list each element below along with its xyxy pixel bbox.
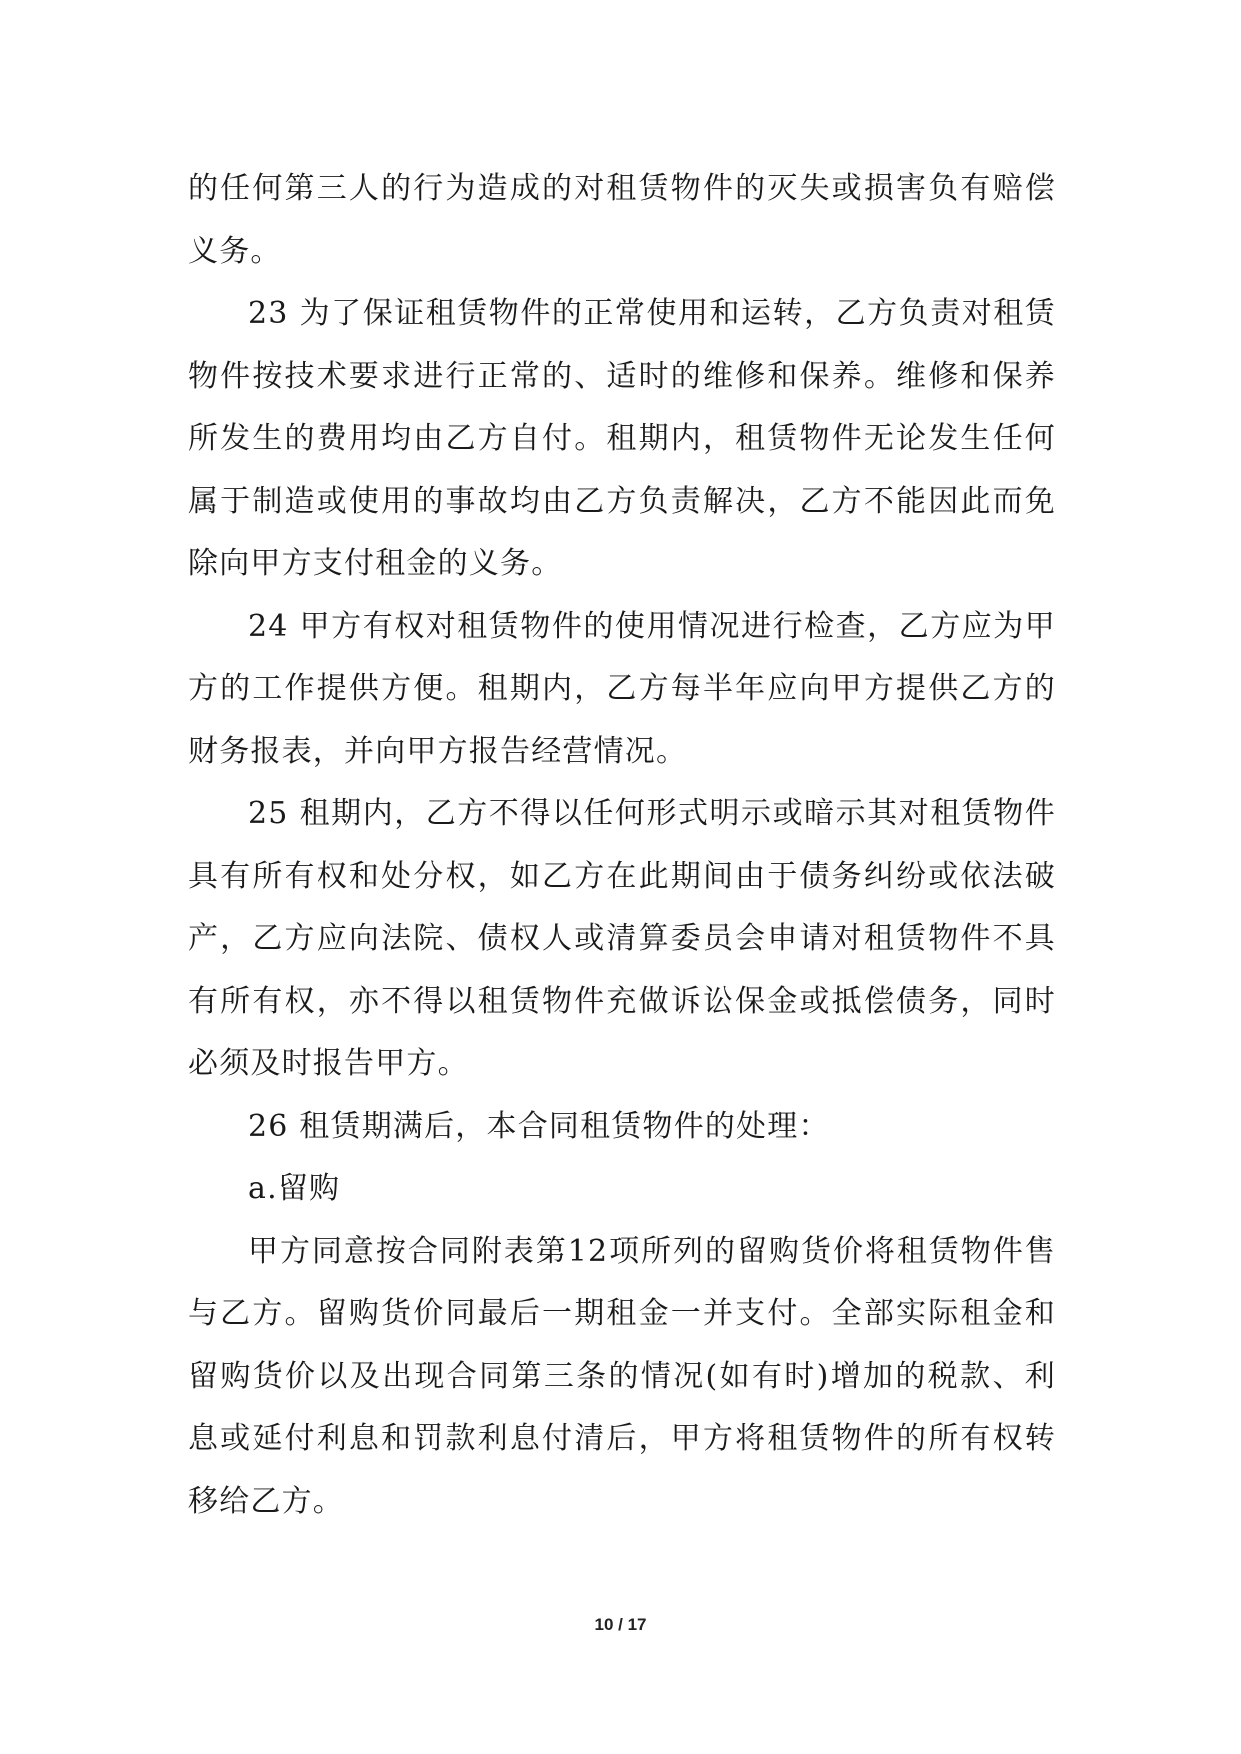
paragraph-continuation: 的任何第三人的行为造成的对租赁物件的灭失或损害负有赔偿义务。	[188, 171, 1056, 269]
paragraph-clause-24: 24 甲方有权对租赁物件的使用情况进行检查，乙方应为甲方的工作提供方便。租期内，乙方每半年应向甲方提供乙方的财务报表，并向甲方报告经营情况。	[188, 608, 1056, 769]
paragraph-option-a-body: 甲方同意按合同附表第12项所列的留购货价将租赁物件售与乙方。留购货价同最后一期租金一并支付。全部实际租金和留购货价以及出现合同第三条的情况(如有时)增加的税款、利息或延付利息和罚款利息付清后，甲方将租赁物件的所有权转移给乙方。	[188, 1233, 1056, 1519]
page-number: 10 / 17	[594, 1615, 647, 1634]
paragraph-clause-23: 23 为了保证租赁物件的正常使用和运转，乙方负责对租赁物件按技术要求进行正常的、适时的维修和保养。维修和保养所发生的费用均由乙方自付。租期内，租赁物件无论发生任何属于制造或使用的事故均由乙方负责解决，乙方不能因此而免除向甲方支付租金的义务。	[188, 296, 1056, 581]
paragraph-clause-26: 26 租赁期满后，本合同租赁物件的处理：	[248, 1108, 830, 1144]
paragraph-clause-25: 25 租期内，乙方不得以任何形式明示或暗示其对租赁物件具有所有权和处分权，如乙方在此期间由于债务纠纷或依法破产，乙方应向法院、债权人或清算委员会申请对租赁物件不具有所有权，亦不得以租赁物件充做诉讼保金或抵偿债务，同时必须及时报告甲方。	[188, 796, 1056, 1081]
document-body	[188, 158, 1056, 1533]
paragraph-option-a-heading: a.留购	[248, 1171, 341, 1206]
